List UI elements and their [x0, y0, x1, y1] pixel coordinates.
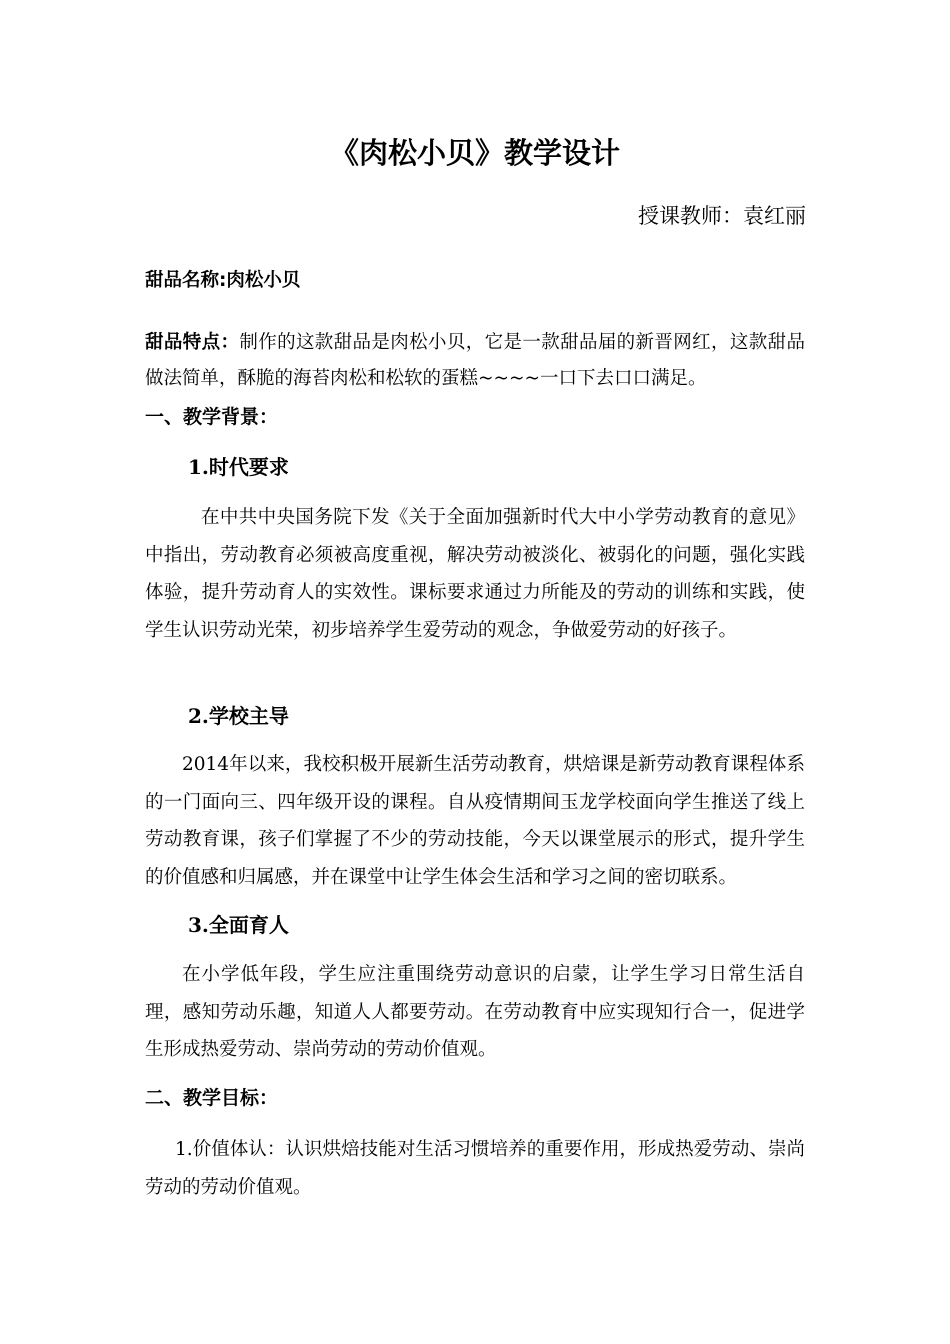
dessert-name-label: 甜品名称: — [145, 270, 227, 291]
teacher-line: 授课教师：袁红丽 — [638, 204, 806, 228]
section1-paragraph-1: 在中共中央国务院下发《关于全面加强新时代大中小学劳动教育的意见》中指出，劳动教育必须被高度重视，解决劳动被淡化、被弱化的问题，强化实践体验，提升劳动育人的实效性。课标要求通过力所能及的劳动的训练和实践，使学生认识劳动光荣，初步培养学生爱劳动的观念，争做爱劳动的好孩子。 — [145, 507, 805, 641]
section1-heading: 一、教学背景： — [145, 406, 279, 428]
section1-paragraph-2: 2014年以来，我校积极开展新生活劳动教育，烘焙课是新劳动教育课程体系的一门面向三、四年级开设的课程。自从疫情期间玉龙学校面向学生推送了线上劳动教育课，孩子们掌握了不少的劳动技能，今天以课堂展示的形式，提升学生的价值感和归属感，并在课堂中让学生体会生活和学习之间的密切联系。 — [145, 754, 805, 888]
section2-heading: 二、教学目标： — [145, 1087, 279, 1109]
dessert-name-line — [145, 263, 805, 299]
dessert-feature-label: 甜品特点： — [145, 332, 240, 353]
document-title: 《肉松小贝》教学设计 — [329, 136, 620, 170]
section2-goal-1: 1.价值体认：认识烘焙技能对生活习惯培养的重要作用，形成热爱劳动、崇尚劳动的劳动价值观。 — [145, 1139, 805, 1198]
section1-subheading-2: 2.学校主导 — [188, 704, 289, 728]
section1-subheading-1: 1.时代要求 — [188, 455, 289, 479]
dessert-feature-paragraph — [145, 325, 805, 397]
section1-subheading-3: 3.全面育人 — [188, 913, 289, 937]
dessert-feature-text: 制作的这款甜品是肉松小贝，它是一款甜品届的新晋网红，这款甜品做法简单，酥脆的海苔肉松和松软的蛋糕~~~~一口下去口口满足。 — [145, 332, 805, 389]
dessert-name-value: 肉松小贝 — [226, 270, 301, 291]
section1-paragraph-3: 在小学低年段，学生应注重围绕劳动意识的启蒙，让学生学习日常生活自理，感知劳动乐趣，知道人人都要劳动。在劳动教育中应实现知行合一，促进学生形成热爱劳动、崇尚劳动的劳动价值观。 — [145, 964, 805, 1060]
